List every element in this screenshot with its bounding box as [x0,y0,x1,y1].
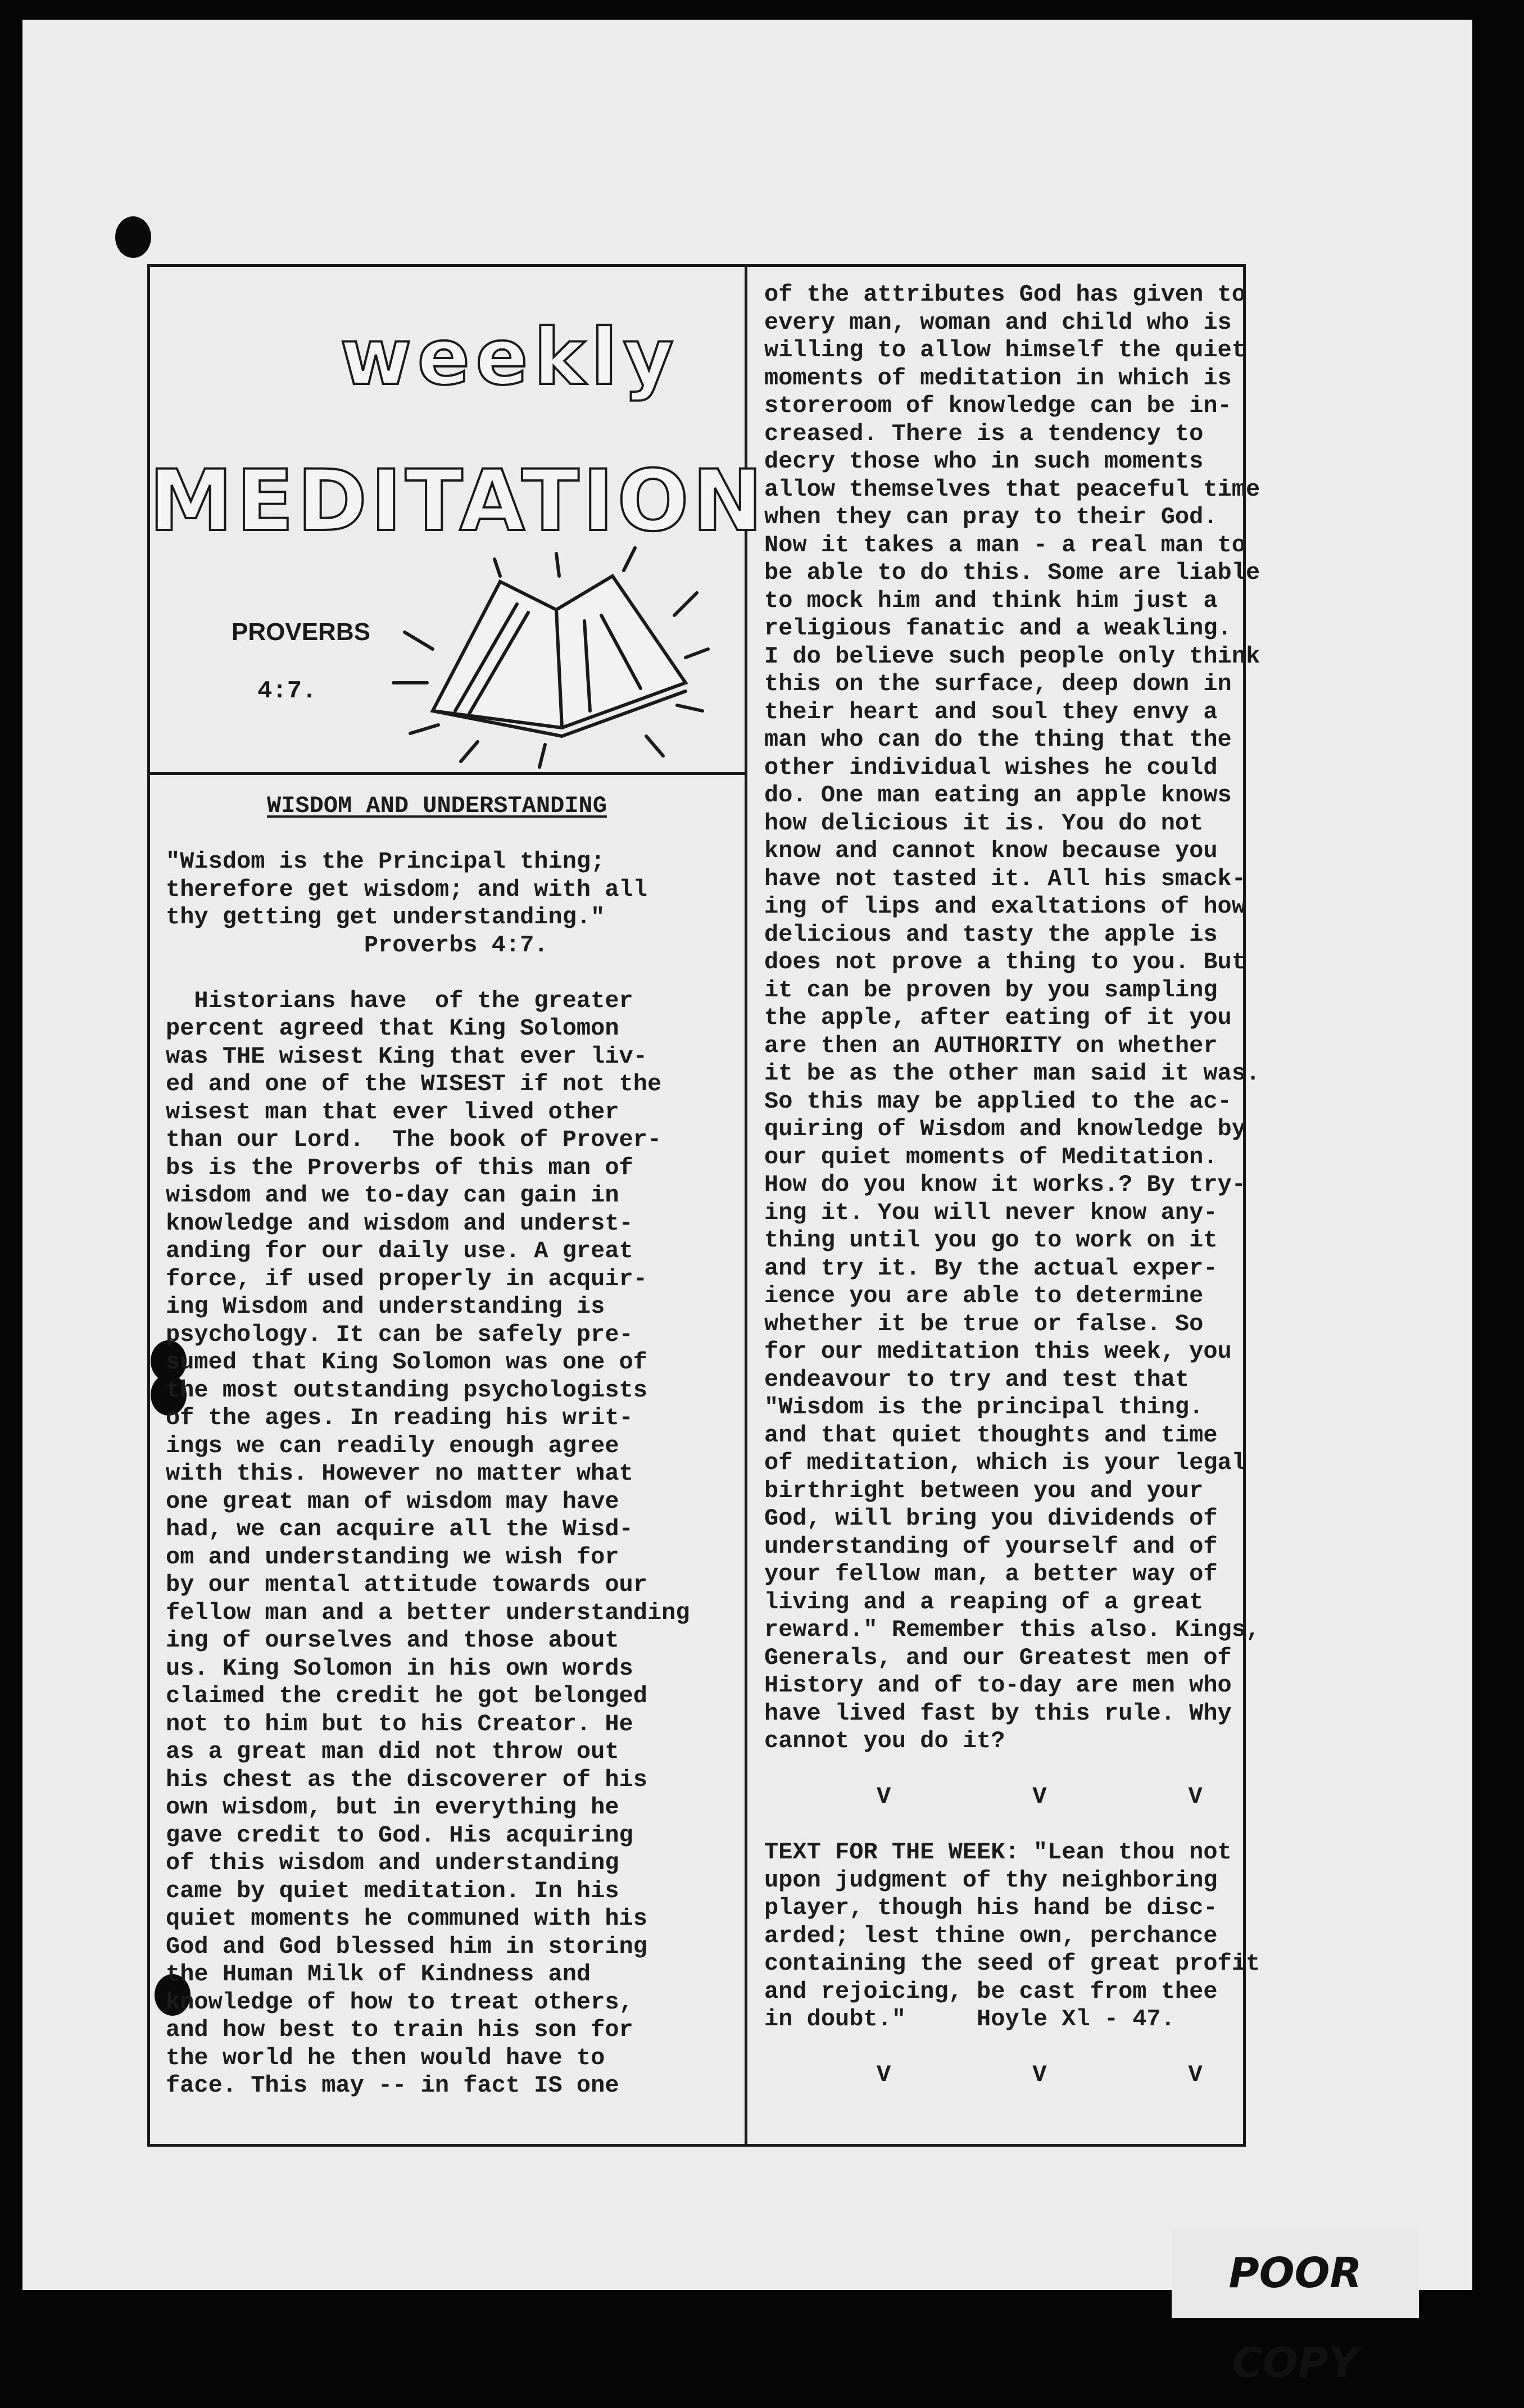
body-line: and how best to train his son for [166,2016,633,2043]
body-line: it be as the other man said it was. [764,1060,1260,1087]
body-line: endeavour to try and test that [764,1366,1190,1393]
right-column [764,281,1388,2089]
body-line: how delicious it is. You do not [764,809,1204,837]
text-for-week-line: player, though his hand be disc- [764,1894,1218,1921]
body-line: om and understanding we wish for [166,1543,619,1571]
body-line: the apple, after eating of it you [764,1004,1232,1031]
body-line: decry those who in such moments [764,448,1204,475]
body-line: bs is the Proverbs of this man of [166,1154,633,1181]
body-line: God, will bring you dividends of [764,1505,1218,1532]
body-line: quiring of Wisdom and knowledge by [764,1115,1246,1142]
divider-marks-end: V V V [877,2061,1203,2088]
body-line: quiet moments he communed with his [166,1905,647,1932]
body-line: our quiet moments of Meditation. [764,1143,1218,1171]
body-line: every man, woman and child who is [764,309,1232,336]
body-line: of this wisdom and understanding [166,1849,619,1876]
body-line: his chest as the discoverer of his [166,1766,647,1793]
body-line: knowledge and wisdom and underst- [166,1209,633,1237]
body-line: allow themselves that peaceful time [764,475,1260,503]
body-line: understanding of yourself and of [764,1532,1218,1560]
body-line: God and God blessed him in storing [166,1933,647,1960]
body-line: was THE wisest King that ever liv- [166,1042,647,1070]
body-line: other individual wishes he could [764,754,1218,781]
body-line: know and cannot know because you [764,837,1218,864]
body-line: cannot you do it? [764,1727,1005,1754]
body-line: it can be proven by you sampling [764,976,1218,1004]
body-line: of the attributes God has given to [764,281,1246,308]
body-line: religious fanatic and a weakling. [764,615,1232,642]
body-line: Historians have of the greater [166,987,633,1014]
body-line: storeroom of knowledge can be in- [764,392,1232,419]
quote-line: "Wisdom is the Principal thing; [166,848,605,875]
body-line: when they can pray to their God. [764,504,1218,530]
body-line: birthright between you and your [764,1477,1204,1504]
body-line: delicious and tasty the apple is [764,920,1218,948]
body-line: of meditation, which is your legal [764,1449,1246,1476]
body-line: the Human Milk of Kindness and [166,1961,591,1988]
body-line: Generals, and our Greatest men of [764,1644,1232,1671]
body-line: whether it be true or false. So [764,1310,1204,1337]
body-line: had, we can acquire all the Wisd- [166,1516,633,1543]
body-line: sumed that King Solomon was one of [166,1349,647,1376]
body-line: and that quiet thoughts and time [764,1421,1218,1449]
body-line: History and of to-day are men who [764,1672,1232,1699]
article-heading: WISDOM AND UNDERSTANDING [267,792,607,819]
body-line: does not prove a thing to you. But [764,949,1246,976]
body-line: anding for our daily use. A great [166,1237,633,1264]
body-line: I do believe such people only think [764,642,1260,670]
body-line: How do you know it works.? By try- [764,1171,1246,1198]
text-for-week-line: containing the seed of great profit [764,1950,1260,1977]
body-line: creased. There is a tendency to [764,420,1204,447]
body-line: percent agreed that King Solomon [166,1015,619,1042]
text-for-week-line: upon judgment of thy neighboring [764,1866,1218,1894]
paper-page [22,20,1472,2290]
masthead-title-top: weekly [340,312,679,402]
masthead-title-main: MEDITATION [149,452,766,550]
body-line: "Wisdom is the principal thing. [764,1394,1204,1421]
body-line: face. This may -- in fact IS one [166,2072,619,2099]
body-line: force, if used properly in acquir- [166,1265,647,1293]
body-line: Now it takes a man - a real man to [764,531,1246,559]
body-line: do. One man eating an apple knows [764,782,1232,809]
body-line: have lived fast by this rule. Why [764,1699,1232,1727]
punch-hole [115,216,151,258]
body-line: willing to allow himself the quiet [764,337,1246,364]
text-for-week-line: in doubt." Hoyle Xl - 47. [764,2006,1175,2033]
body-line: ing it. You will never know any- [764,1199,1218,1226]
body-line: man who can do the thing that the [764,726,1232,753]
text-for-week-line: and rejoicing, be cast from thee [764,1978,1218,2005]
quote-line: therefore get wisdom; and with all [166,876,647,903]
body-line: ing of lips and exaltations of how [764,893,1246,920]
body-line: ience you are able to determine [764,1282,1204,1309]
body-line: the most outstanding psychologists [166,1376,647,1404]
text-for-week-line: TEXT FOR THE WEEK: "Lean thou not [764,1839,1232,1866]
body-line: are then an AUTHORITY on whether [764,1032,1218,1059]
body-line: by our mental attitude towards our [166,1571,647,1598]
body-line: reward." Remember this also. Kings, [764,1616,1260,1643]
body-line: claimed the credit he got belonged [166,1683,647,1709]
body-line: wisest man that ever lived other [166,1098,619,1126]
body-line: one great man of wisdom may have [166,1488,619,1515]
body-line: So this may be applied to the ac- [764,1087,1232,1115]
left-column [166,792,745,2100]
body-line: knowledge of how to treat others, [166,1988,633,2016]
body-line: this on the surface, deep down in [764,670,1232,697]
body-line: ings we can readily enough agree [166,1432,619,1459]
body-line: to mock him and think him just a [764,587,1218,614]
open-book-icon [371,542,742,773]
masthead-book: PROVERBS [232,618,370,646]
body-line: psychology. It can be safely pre- [166,1321,633,1348]
body-line: than our Lord. The book of Prover- [166,1126,662,1153]
body-line: with this. However no matter what [166,1460,633,1487]
body-line: your fellow man, a better way of [764,1561,1218,1588]
body-line: for our meditation this week, you [764,1338,1232,1365]
body-line: be able to do this. Some are liable [764,559,1260,586]
quote-line: Proverbs 4:7. [166,931,548,959]
body-line: have not tasted it. All his smack- [764,865,1246,892]
body-line: ing of ourselves and those about [166,1627,619,1654]
body-line: living and a reaping of a great [764,1588,1204,1616]
body-line: their heart and soul they envy a [764,698,1218,725]
body-line: not to him but to his Creator. He [166,1710,633,1738]
body-line: the world he then would have to [166,2044,605,2071]
poor-copy-stamp: POOR COPY [1172,2228,1419,2318]
body-line: of the ages. In reading his writ- [166,1404,633,1431]
body-line: us. King Solomon in his own words [166,1654,633,1682]
masthead-verse: 4:7. [257,677,317,705]
body-line: came by quiet meditation. In his [166,1877,619,1904]
body-line: own wisdom, but in everything he [166,1794,619,1821]
quote-line: thy getting get understanding." [166,904,605,931]
body-line: and try it. By the actual exper- [764,1254,1218,1282]
body-line: as a great man did not throw out [166,1738,619,1765]
text-for-week-line: arded; lest thine own, perchance [764,1922,1218,1949]
body-line: gave credit to God. His acquiring [166,1821,633,1849]
divider-marks: V V V [877,1783,1203,1810]
body-line: wisdom and we to-day can gain in [166,1182,619,1209]
body-line: ing Wisdom and understanding is [166,1293,605,1320]
body-line: ed and one of the WISEST if not the [166,1071,662,1098]
body-line: thing until you go to work on it [764,1227,1218,1254]
body-line: fellow man and a better understanding [166,1599,690,1626]
body-line: moments of meditation in which is [764,364,1232,392]
